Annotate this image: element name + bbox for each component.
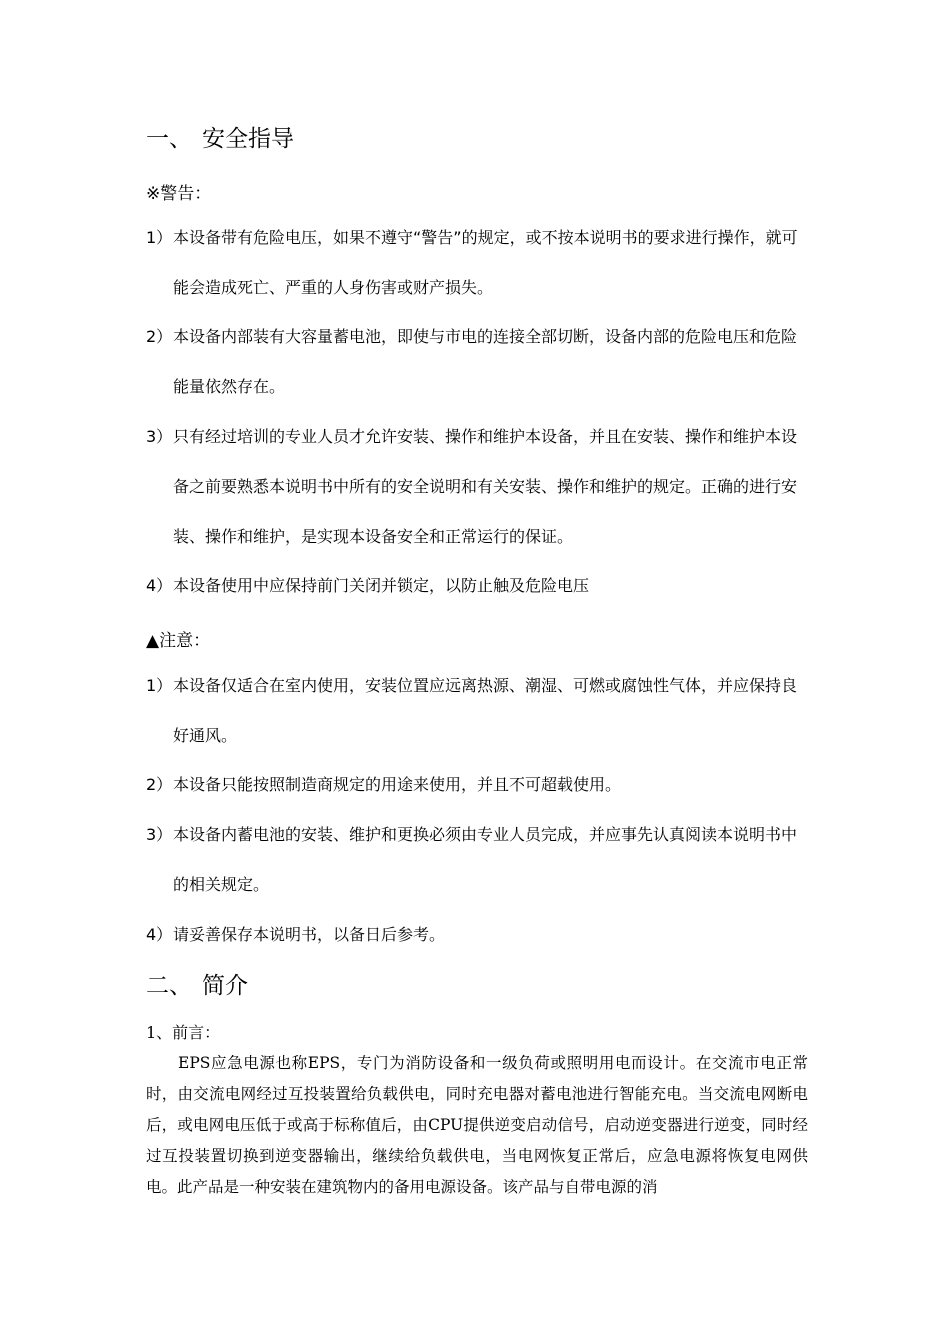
section-number: 一、 [146,126,192,152]
warning-item [146,213,811,313]
section-title: 安全指导 [202,126,294,152]
item-text: 本设备内部装有大容量蓄电池，即使与市电的连接全部切断，设备内部的危险电压和危险能量依然存在。 [173,327,798,396]
item-text: 本设备带有危险电压，如果不遵守“警告”的规定，或不按本说明书的要求进行操作，就可能会造成死亡、严重的人身伤害或财产损失。 [173,228,798,297]
item-number: 4） [146,576,173,595]
warning-item [146,561,811,611]
item-text: 只有经过培训的专业人员才允许安装、操作和维护本设备，并且在安装、操作和维护本设备之前要熟悉本说明书中所有的安全说明和有关安装、操作和维护的规定。正确的进行安装、操作和维护，是实现本设备安全和正常运行的保证。 [173,427,798,546]
warning-item [146,412,811,562]
section-title: 简介 [202,973,248,999]
subsection-heading: 1、前言： [146,1023,221,1042]
item-number: 1） [146,228,173,247]
warning-item [146,312,811,412]
notice-item [146,910,811,960]
item-number: 2） [146,327,173,346]
item-number: 4） [146,925,173,944]
notice-item [146,810,811,910]
section-heading-intro [146,967,248,1000]
item-text: 本设备只能按照制造商规定的用途来使用，并且不可超载使用。 [173,775,622,794]
item-text: 请妥善保存本说明书，以备日后参考。 [173,925,446,944]
item-text: 本设备使用中应保持前门关闭并锁定，以防止触及危险电压 [173,576,590,595]
notice-heading: ▲注意： [146,631,211,651]
section-heading-safety [146,120,294,153]
item-text: 本设备仅适合在室内使用，安装位置应远离热源、潮湿、可燃或腐蚀性气体，并应保持良好通风。 [173,676,798,745]
notice-item [146,661,811,761]
intro-paragraph: EPS应急电源也称EPS，专门为消防设备和一级负荷或照明用电而设计。在交流市电正常时，由交流电网经过互投装置给负载供电，同时充电器对蓄电池进行智能充电。当交流电网断电后，或电网电压低于或高于标称值后，由CPU提供逆变启动信号，启动逆变器进行逆变，同时经过互投装置切换到逆变器输出，继续给负载供电，当电网恢复正常后，应急电源将恢复电网供电。此产品是一种安装在建筑物内的备用电源设备。该产品与自带电源的消 [146,1054,808,1196]
item-number: 2） [146,775,173,794]
item-number: 1） [146,676,173,695]
warning-heading: ※警告： [146,184,212,204]
item-number: 3） [146,427,173,446]
item-number: 3） [146,825,173,844]
item-text: 本设备内蓄电池的安装、维护和更换必须由专业人员完成，并应事先认真阅读本说明书中的相关规定。 [173,825,798,894]
notice-item [146,760,811,810]
section-number: 二、 [146,973,192,999]
